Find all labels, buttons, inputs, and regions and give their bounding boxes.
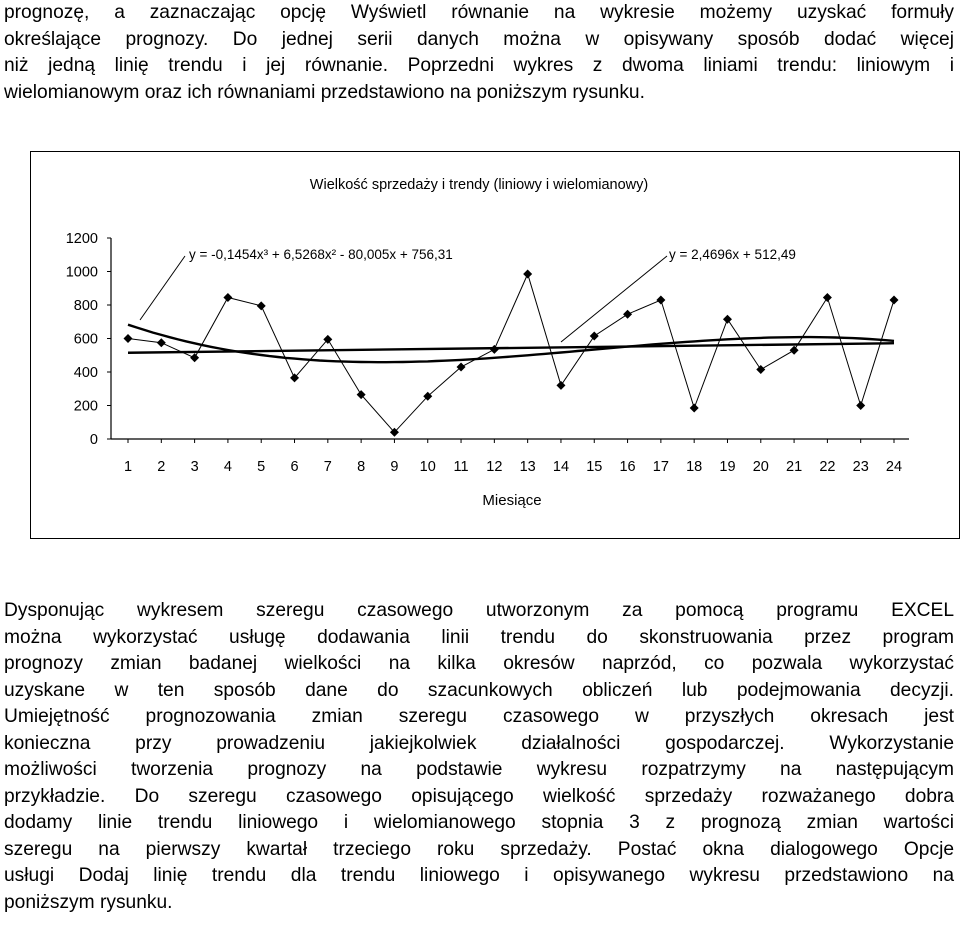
y-tick-label: 0	[89, 432, 98, 448]
polynomial-equation-leader	[140, 256, 185, 320]
x-tick-label: 8	[357, 459, 366, 475]
data-point	[556, 381, 565, 390]
body-line: uzyskane w ten sposób dane do szacunkowych obliczeń lub podejmowania decyzji.	[4, 679, 954, 701]
x-tick-labels	[124, 439, 902, 475]
x-tick-label: 3	[190, 459, 199, 475]
sales-trend-chart	[31, 152, 959, 538]
x-tick-label: 15	[586, 459, 603, 475]
body-line: Dysponując wykresem szeregu czasowego utworzonym za pomocą programu EXCEL	[4, 600, 954, 621]
data-point	[157, 338, 166, 347]
x-tick-label: 24	[885, 459, 903, 475]
data-point	[856, 401, 865, 410]
x-tick-label: 6	[290, 459, 299, 475]
data-point	[823, 293, 832, 302]
body-line: przykładzie. Do szeregu czasowego opisującego wielkość sprzedaży rozważanego dobra	[4, 785, 954, 807]
x-axis-label: Miesiące	[482, 492, 542, 509]
data-point	[124, 334, 133, 343]
body-line: można wykorzystać usługę dodawania linii trendu do skonstruowania przez program	[4, 626, 954, 648]
body-line: dodamy linie trendu liniowego i wielomianowego stopnia 3 z prognozą zmian wartości	[4, 812, 954, 833]
data-point	[623, 310, 632, 319]
x-tick-label: 13	[519, 459, 536, 475]
y-tick-label: 1000	[65, 264, 98, 281]
body-line: konieczna przy prowadzeniu jakiejkolwiek działalności gospodarczej. Wykorzystanie	[4, 732, 954, 754]
x-tick-label: 23	[852, 459, 869, 475]
trendlines	[128, 325, 894, 363]
body-line: szeregu na pierwszy kwartał trzeciego roku sprzedaży. Postać okna dialogowego Opcje	[4, 838, 954, 860]
x-tick-label: 20	[752, 459, 769, 475]
x-tick-label: 1	[123, 459, 133, 475]
y-tick-label: 200	[73, 398, 98, 415]
data-point	[656, 295, 665, 304]
body-line: prognozy zmian badanej wielkości na kilka okresów naprzód, co pozwala wykorzystać	[4, 653, 954, 674]
data-point	[890, 295, 899, 304]
y-tick-label: 1200	[65, 231, 98, 247]
x-tick-label: 19	[719, 459, 736, 475]
intro-line: prognozę, a zaznaczając opcję Wyświetl równanie na wykresie możemy uzyskać formuły	[4, 2, 954, 23]
chart-axes	[111, 238, 909, 439]
linear-equation-label: y = 2,4696x + 512,49	[669, 247, 796, 262]
x-tick-label: 7	[323, 459, 332, 475]
intro-line: wielomianowym oraz ich równaniami przedstawiono na poniższym rysunku.	[4, 81, 645, 103]
body-line: Umiejętność prognozowania zmian szeregu czasowego w przyszłych okresach jest	[4, 706, 954, 727]
x-tick-label: 16	[619, 459, 636, 475]
data-point	[490, 345, 499, 354]
chart-title: Wielkość sprzedaży i trendy (liniowy i wielomianowy)	[309, 177, 649, 193]
body-line: poniższym rysunku.	[4, 891, 173, 913]
polynomial-trendline	[128, 325, 894, 363]
x-tick-label: 4	[223, 459, 232, 475]
body-line: możliwości tworzenia prognozy na podstawie wykresu rozpatrzymy na następującym	[4, 759, 954, 780]
intro-paragraph	[4, 0, 954, 106]
x-tick-label: 22	[819, 459, 836, 475]
intro-line: określające prognozy. Do jednej serii danych można w opisywany sposób dodać więcej	[4, 28, 954, 50]
x-tick-label: 18	[686, 459, 703, 475]
trend-equations	[140, 247, 796, 342]
data-point	[223, 293, 232, 302]
data-point	[790, 346, 799, 355]
data-point	[590, 331, 599, 340]
y-tick-label: 600	[73, 331, 98, 348]
linear-equation-leader	[561, 256, 667, 342]
data-point	[690, 404, 699, 413]
x-tick-label: 17	[652, 459, 669, 475]
x-tick-label: 10	[419, 459, 436, 475]
x-tick-label: 2	[157, 459, 166, 475]
body-line: usługi Dodaj linię trendu dla trendu liniowego i opisywanego wykresu przedstawiono na	[4, 865, 954, 886]
chart-figure	[30, 151, 960, 539]
data-point	[756, 365, 765, 374]
y-tick-label: 800	[73, 298, 98, 314]
data-point	[257, 301, 266, 310]
data-point	[523, 270, 532, 279]
body-paragraph	[4, 598, 954, 916]
x-tick-label: 11	[453, 459, 469, 475]
data-point	[190, 353, 199, 362]
data-point	[723, 315, 732, 324]
x-tick-label: 9	[390, 459, 399, 475]
y-tick-label: 400	[73, 365, 98, 381]
polynomial-equation-label: y = -0,1454x³ + 6,5268x² - 80,005x + 756,31	[189, 247, 453, 262]
x-tick-label: 14	[552, 459, 570, 475]
x-tick-label: 21	[786, 459, 803, 475]
y-tick-labels	[66, 231, 111, 448]
x-tick-label: 5	[257, 459, 266, 475]
x-tick-label: 12	[486, 459, 503, 475]
intro-line: niż jedną linię trendu i jej równanie. Poprzedni wykres z dwoma liniami trendu: liniowym i	[4, 55, 954, 76]
